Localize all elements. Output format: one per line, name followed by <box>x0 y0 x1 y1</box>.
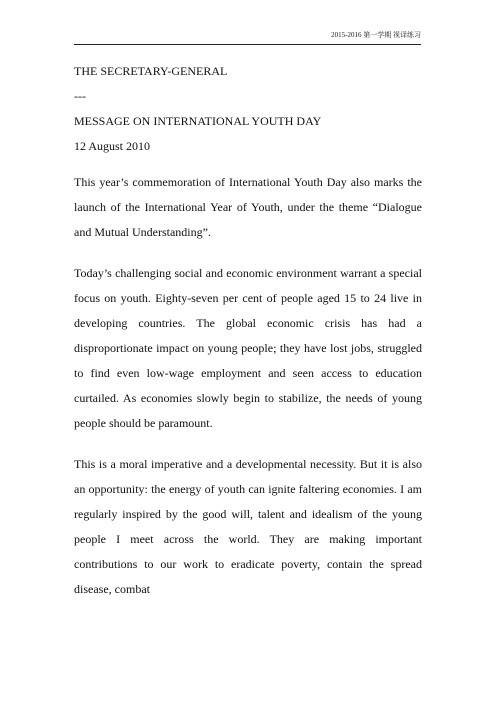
separator: --- <box>74 89 86 103</box>
document-date: 12 August 2010 <box>74 139 151 153</box>
document-heading: THE SECRETARY-GENERAL <box>74 64 228 78</box>
page-header <box>74 28 421 45</box>
header-text: 2015-2016 第一学期 视译练习 <box>331 31 421 39</box>
paragraph-2: Today’s challenging social and economic environment warrant a special focus on youth. Eighty-seven per cent of people aged 15 to 24 live in developing countries. The global economic crisis has had a disproportionate impact on young people; they have lost jobs, struggled to find even low-wage employment and seen access to education curtailed. As economies slowly begin to stabilize, the needs of young people should be paramount. <box>74 266 422 430</box>
paragraph-3: This is a moral imperative and a developmental necessity. But it is also an opportunity: the energy of youth can ignite faltering economies. I am regularly inspired by the good will, talent and idealism of the young people I meet across the world. They are making important contributions to our work to eradicate poverty, contain the spread disease, combat <box>74 457 422 596</box>
document-body <box>74 62 422 602</box>
paragraph-1: This year’s commemoration of International Youth Day also marks the launch of the International Year of Youth, under the theme “Dialogue and Mutual Understanding”. <box>74 175 422 239</box>
document-title: MESSAGE ON INTERNATIONAL YOUTH DAY <box>74 114 322 128</box>
